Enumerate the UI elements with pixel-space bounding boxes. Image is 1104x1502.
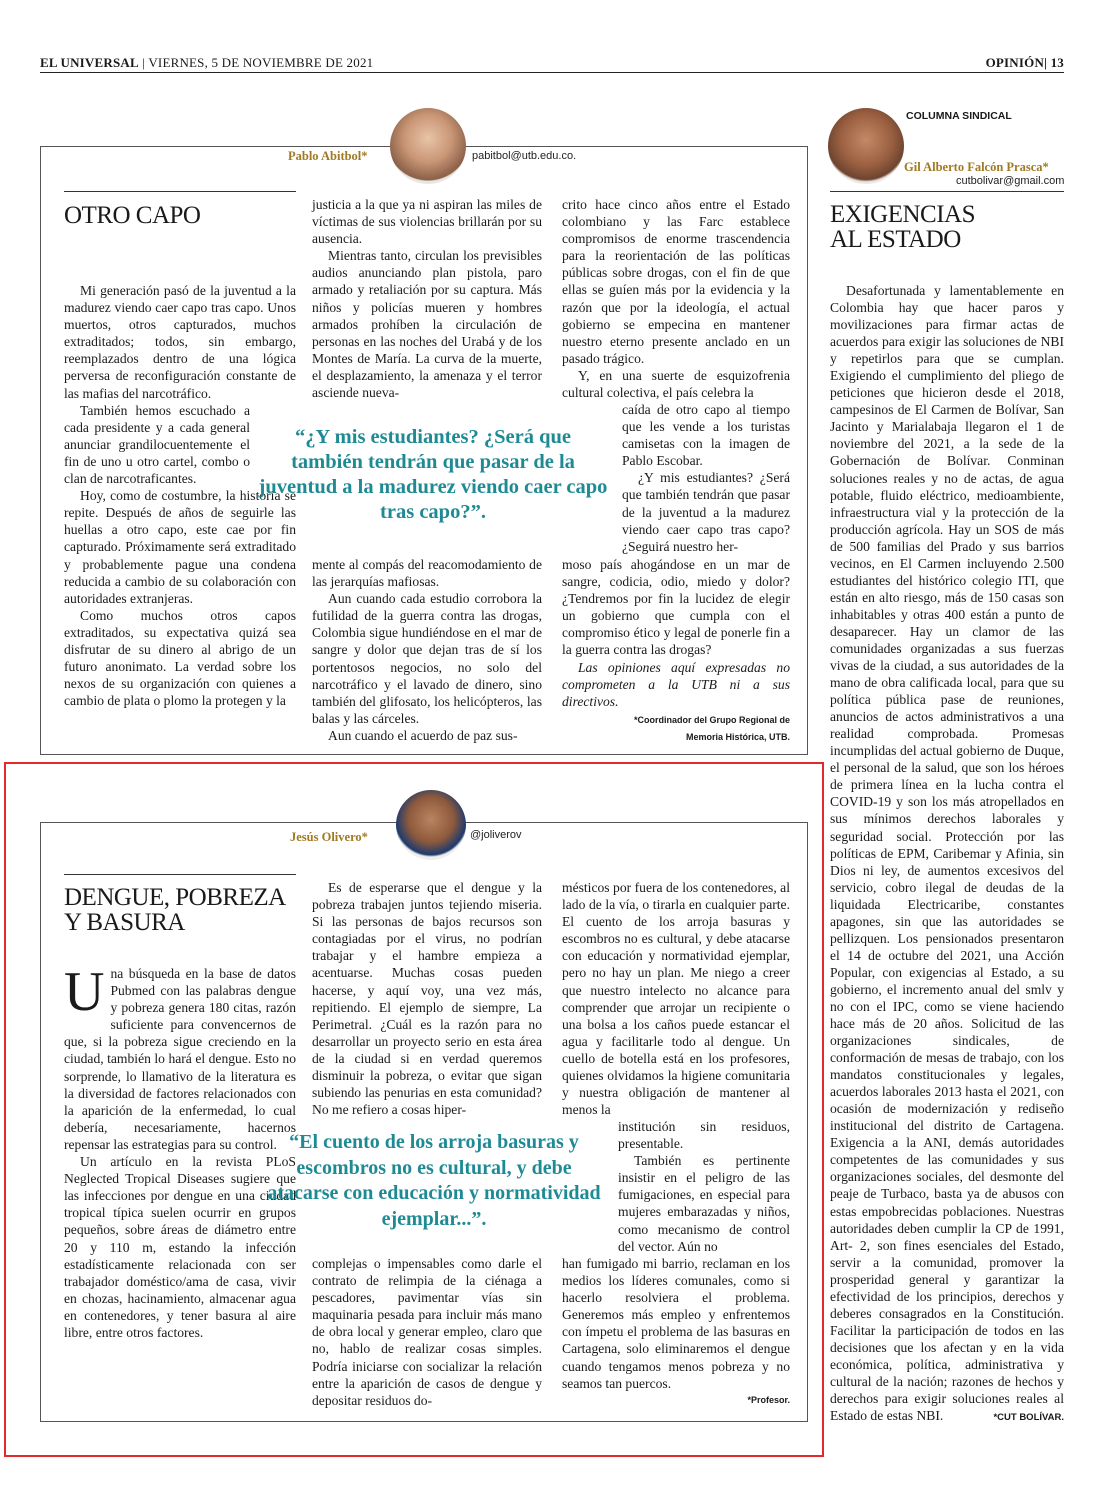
paragraph: ¿Y mis estudiantes? ¿Será que también tendrán que pasar de la juventud a la madurez viendo caer capo tras capo? ¿Seguirá nuestro her- xyxy=(622,470,790,554)
title-line: EXIGENCIAS xyxy=(830,201,975,228)
paragraph: mésticos por fuera de los contenedores, al lado de la vía, o tirarla en cualquier parte. El cuento de los arroja basuras y escombros no es cultural, y debe atacarse con educación y normatividad ejemplar, pero no hay un plan. Me niego a creer que nuestro intelecto no alcance para comprender que arrojar un recipiente o una bolsa a los caños puede estancar el agua y facilitarle todo al dengue. Un cuello de botella está en los profesores, quienes olvidamos la higiene comunitaria y nuestra obligación de mantener al menos la xyxy=(562,880,790,1118)
article-title xyxy=(830,202,975,252)
credit-line: *Coordinador del Grupo Regional de xyxy=(633,715,790,725)
title-line: AL ESTADO xyxy=(830,226,961,253)
paragraph: caída de otro capo al tiempo que les vende a los turistas camisetas con la imagen de Pablo Escobar. xyxy=(622,402,790,469)
article-column-2-top xyxy=(312,196,542,401)
column-kicker: COLUMNA SINDICAL xyxy=(906,110,1012,122)
author-credit: *Profesor. xyxy=(747,1395,790,1405)
title-rule xyxy=(64,191,296,192)
article-title: OTRO CAPO xyxy=(64,202,201,229)
title-rule xyxy=(830,191,1064,192)
pull-quote: “El cuento de los arroja basuras y escombros no es cultural, y debe atacarse con educación y normatividad ejemplar...”. xyxy=(267,1131,601,1230)
paragraph: Un artículo en la revista PLoS Neglected Tropical Diseases sugiere que las infecciones por dengue en una ciudad tropical típica suelen ocurrir en grupos pequeños, sobre áreas de diámetro entre 20 y 110 m, estando la infección estadísticamente relacionada con ser trabajador doméstico/ama de casa, vivir en chozas, hacinamiento, almacenar agua en contenedores, y tener basura al aire libre, entre otros factores. xyxy=(64,1154,296,1340)
disclaimer: Las opiniones aquí expresadas no comprometen a la UTB ni a sus directivos. xyxy=(562,659,790,709)
article-title: DENGUE, POBREZA Y BASURA xyxy=(64,884,285,936)
paragraph xyxy=(64,961,296,1153)
author-name: Jesús Olivero* xyxy=(290,830,368,844)
paragraph: Hoy, como de costumbre, la historia se repite. Después de años de seguirle las huellas a otro capo, este cae por fin capturado. Próximamente será extraditado y probablemente pague una condena reducida a cambio de su colaboración con autoridades extranjeras. xyxy=(64,488,296,606)
article-column-3-top xyxy=(562,879,790,1118)
masthead: EL UNIVERSAL | VIERNES, 5 DE NOVIEMBRE DE 2021 xyxy=(40,55,374,70)
paragraph: Desafortunada y lamentablemente en Colombia hay que hacer paros y movilizaciones para firmar actas de acuerdos para exigir las soluciones de NBI y repetirlos para que se cumplan. Exigiendo el cumplimiento del pliego de peticiones que hicieron desde el 2018, campesinos de El Carmen de Bolívar, San Jacinto y Marialabaja llegaron el 1 de noviembre del 2021, a la sede de la Gobernación de Bolívar. Conminan soluciones reales y no de actas, de agua potable, fluido eléctrico, medioambiente, infraestructura vial y la protección de la producción agrícola. Hay un SOS de más de 500 familias del Prado y sus barrios vecinos, en El Carmen incluyendo 2.500 estudiantes del histórico colegio ITI, que están en alto riesgo, más de 150 casas son inhabitables y otras 400 están a punto de desaparecer. Hay un clamor de las comunidades organizadas a sus fuerzas vivas de la ciudad, a sus autoridades de la mano de obra calificada local, para que su política pública pase de reuniones, anuncios de actos administrativos a una realidad comprobada. Promesas incumplidas del actual gobierno de Duque, el personal de la salud, que son los héroes de primera línea en la lucha contra el COVID-19 y son los más atropellados en sus mínimos derechos laborales y seguridad social. Protección por las políticas de EPM, Caribemar y Afinia, sin Dios ni ley, de aumentos excesivos del servicio, cobro ilegal de deudas de la liquidada Electricaribe, constantes apagones, sin que las autoridades se pellizquen. Los pensionados presentaron el 14 de octubre del 2021, una Acción Popular, con exigencias al Estado, a su gobierno, el incremento anual del smlv y no con el IPC, como se viene haciendo hace más de 20 años. Solicitud de las organizaciones sindicales, de conformación de mesas de trabajo, con los mandatos constitucionales y legales, acuerdos laborales 2013 hasta el 2021, con ocasión de modernización y rediseño institucional del distrito de Cartagena. Exigencia a la ANI, demás autoridades competentes de las comunidades y sus organizaciones sociales, del desmonte del peaje de Turbaco, basta ya de abusos con estas empobrecidas poblaciones. Nuestras autoridades deben cumplir la CP de 1991, Art- 2, son fines esenciales del Estado, servir a la comunidad, promover la prosperidad general y garantizar la efectividad de los principios, derechos y deberes consagrados en la Constitución. Facilitar la participación de todos en las decisiones que los afectan y en la vida económica, política, administrativa y cultural de la nación; razones de hechos y derechos para exigir soluciones reales al Estado de estas NBI. xyxy=(830,283,1064,1424)
paragraph: institución sin residuos, presentable. xyxy=(618,1119,790,1152)
paragraph: Aun cuando cada estudio corrobora la futilidad de la guerra contra las drogas, Colombia sigue hundiéndose en el mar de sangre y dolor que dejan tras de sí los portentosos negocios, no solo del narcotráfico y el lavado de dinero, sino también del glifosato, los helicópteros, las balas y las cárceles. xyxy=(312,591,542,726)
author-email: @joliverov xyxy=(470,829,522,841)
article-column-2-bottom xyxy=(312,556,542,744)
paragraph: moso país ahogándose en un mar de sangre, codicia, odio, miedo y dolor? ¿Tendremos por fin la lucidez de elegir un gobierno que cumpla con el compromiso ético y legal de ponerle fin a la guerra contra las drogas? xyxy=(562,557,790,658)
paragraph: han fumigado mi barrio, reclaman en los medios los líderes comunales, como si hacerlo resolviera el problema. Generemos más empleo y enfrentemos con ímpetu el problema de las basuras en Cartagena, solo eliminaremos el dengue cuando tengamos menos pobreza y no seamos tan puercos. xyxy=(562,1256,790,1391)
author-photo xyxy=(396,790,466,860)
paragraph: También es pertinente insistir en el peligro de las fumigaciones, en especial para mujeres embarazadas y niños, como mecanismo de control del vector. Aún no xyxy=(618,1153,790,1254)
author-photo xyxy=(828,108,904,184)
paragraph: mente al compás del reacomodamiento de las jerarquías mafiosas. xyxy=(312,557,542,590)
article-column-3-top xyxy=(562,196,790,401)
author-photo xyxy=(390,108,466,184)
article-column-3-mid xyxy=(618,1118,790,1255)
article-column-2-top xyxy=(312,879,542,1118)
author-name: Gil Alberto Falcón Prasca* xyxy=(904,160,1049,174)
article-column-3-bottom xyxy=(562,556,790,710)
pull-quote: “¿Y mis estudiantes? ¿Será que también tendrán que pasar de la juventud a la madurez viendo caer capo tras capo?”. xyxy=(258,426,608,523)
author-email: pabitbol@utb.edu.co. xyxy=(472,150,577,162)
paragraph: complejas o impensables como darle el contrato de relimpia de la ciénaga a pescadores, pavimentar vías sin maquinaria pesada para incluir más mano de obra local y generar empleo, claro que no, hablo de realizar cosas simples. Podría iniciarse con socializar la relación entre la aparición de casos de dengue y depositar residuos do- xyxy=(312,1256,542,1408)
paragraph: Mi generación pasó de la juventud a la madurez viendo caer capo tras capo. Unos muertos, otros capturados, muchos extraditados; todos, sin embargo, reemplazados dentro de una lógica perversa de reconfiguración constante de las mafias del narcotráfico. xyxy=(64,283,296,401)
paragraph: Mientras tanto, circulan los previsibles audios anunciando plan pistola, paro armado y retaliación por su captura. Más niños y policías mueren y hombres armados prohíben la circulación de personas en las noches del Urabá y de los Montes de María. La curva de la muerte, el desplazamiento, la amenaza y el terror asciende nueva- xyxy=(312,248,542,401)
credit-line: Memoria Histórica, UTB. xyxy=(685,732,790,742)
paragraph: crito hace cinco años entre el Estado colombiano y las Farc establece compromisos de enorme trascendencia para la reorientación de las políticas públicas sobre drogas, con el fin de que ellas se guíen más por la evidencia y la razón que por la ideología, el actual gobierno se empecina en mantener nuestro eterno presente anclado en un pasado trágico. xyxy=(562,197,790,366)
paragraph: Es de esperarse que el dengue y la pobreza trabajen juntos tejiendo miseria. Si las personas de bajos recursos son contagiadas por el virus, no podrían trabajar y el hambre empieza a acentuarse. Muchas cosas pueden hacerse, y aquí voy, una vez más, repitiendo. El ejemplo de siempre, La Perimetral. ¿Cuál es la razón para no desarrollar un proyecto serio en esta área de la ciudad si en verdad queremos disminuir la pobreza, o evitar que sigan subiendo las penurias en esta comunidad? No me refiero a cosas hiper- xyxy=(312,880,542,1118)
section-label: OPINIÓN| 13 xyxy=(985,55,1064,70)
article-column-3-bottom xyxy=(562,1255,790,1392)
author-credit: *CUT BOLÍVAR. xyxy=(993,1412,1064,1423)
issue-date: VIERNES, 5 DE NOVIEMBRE DE 2021 xyxy=(148,55,374,70)
author-email: cutbolivar@gmail.com xyxy=(956,175,1065,187)
paragraph: Aun cuando el acuerdo de paz sus- xyxy=(328,727,518,743)
drop-cap: U xyxy=(64,961,105,1023)
header-rule xyxy=(40,72,1064,73)
paragraph: justicia a la que ya ni aspiran las miles de víctimas de sus violencias brillarán por su ausencia. xyxy=(312,197,542,247)
paragraph-text: na búsqueda en la base de datos Pubmed con las palabras dengue y pobreza genera 180 citas, razón suficiente para convencernos de que, si la pobreza sigue creciendo en la ciudad, también lo hará el dengue. Esto no sorprende, lo llamativo de la literatura es la diversidad de factores relacionados con la aparición de la enfermedad, lo cual debería, necesariamente, hacernos repensar las estrategias para su control. xyxy=(64,966,296,1152)
author-credit xyxy=(562,712,790,746)
paragraph: También hemos escuchado a cada presidente y a cada general anunciar grandilocuentemente el fin de uno u otro cartel, combo o clan de narcotraficantes. xyxy=(64,402,250,487)
section-name: OPINIÓN xyxy=(985,55,1045,70)
article-column-3-mid xyxy=(622,401,790,555)
article-column-2-bottom xyxy=(312,1255,542,1409)
page-number: 13 xyxy=(1050,55,1064,70)
paragraph: Como muchos otros capos extraditados, su expectativa quizá sea disfrutar de su dinero al abrigo de un futuro anonimato. La verdad sobre los nexos de su organización con quienes a cambio de plata o plomo la protegen y la xyxy=(64,607,296,709)
article-body xyxy=(830,282,1064,1424)
title-rule xyxy=(64,874,296,875)
author-name: Pablo Abitbol* xyxy=(288,149,368,163)
paragraph: Y, en una suerte de esquizofrenia cultural colectiva, el país celebra la xyxy=(562,367,790,401)
paper-name: EL UNIVERSAL xyxy=(40,55,139,70)
